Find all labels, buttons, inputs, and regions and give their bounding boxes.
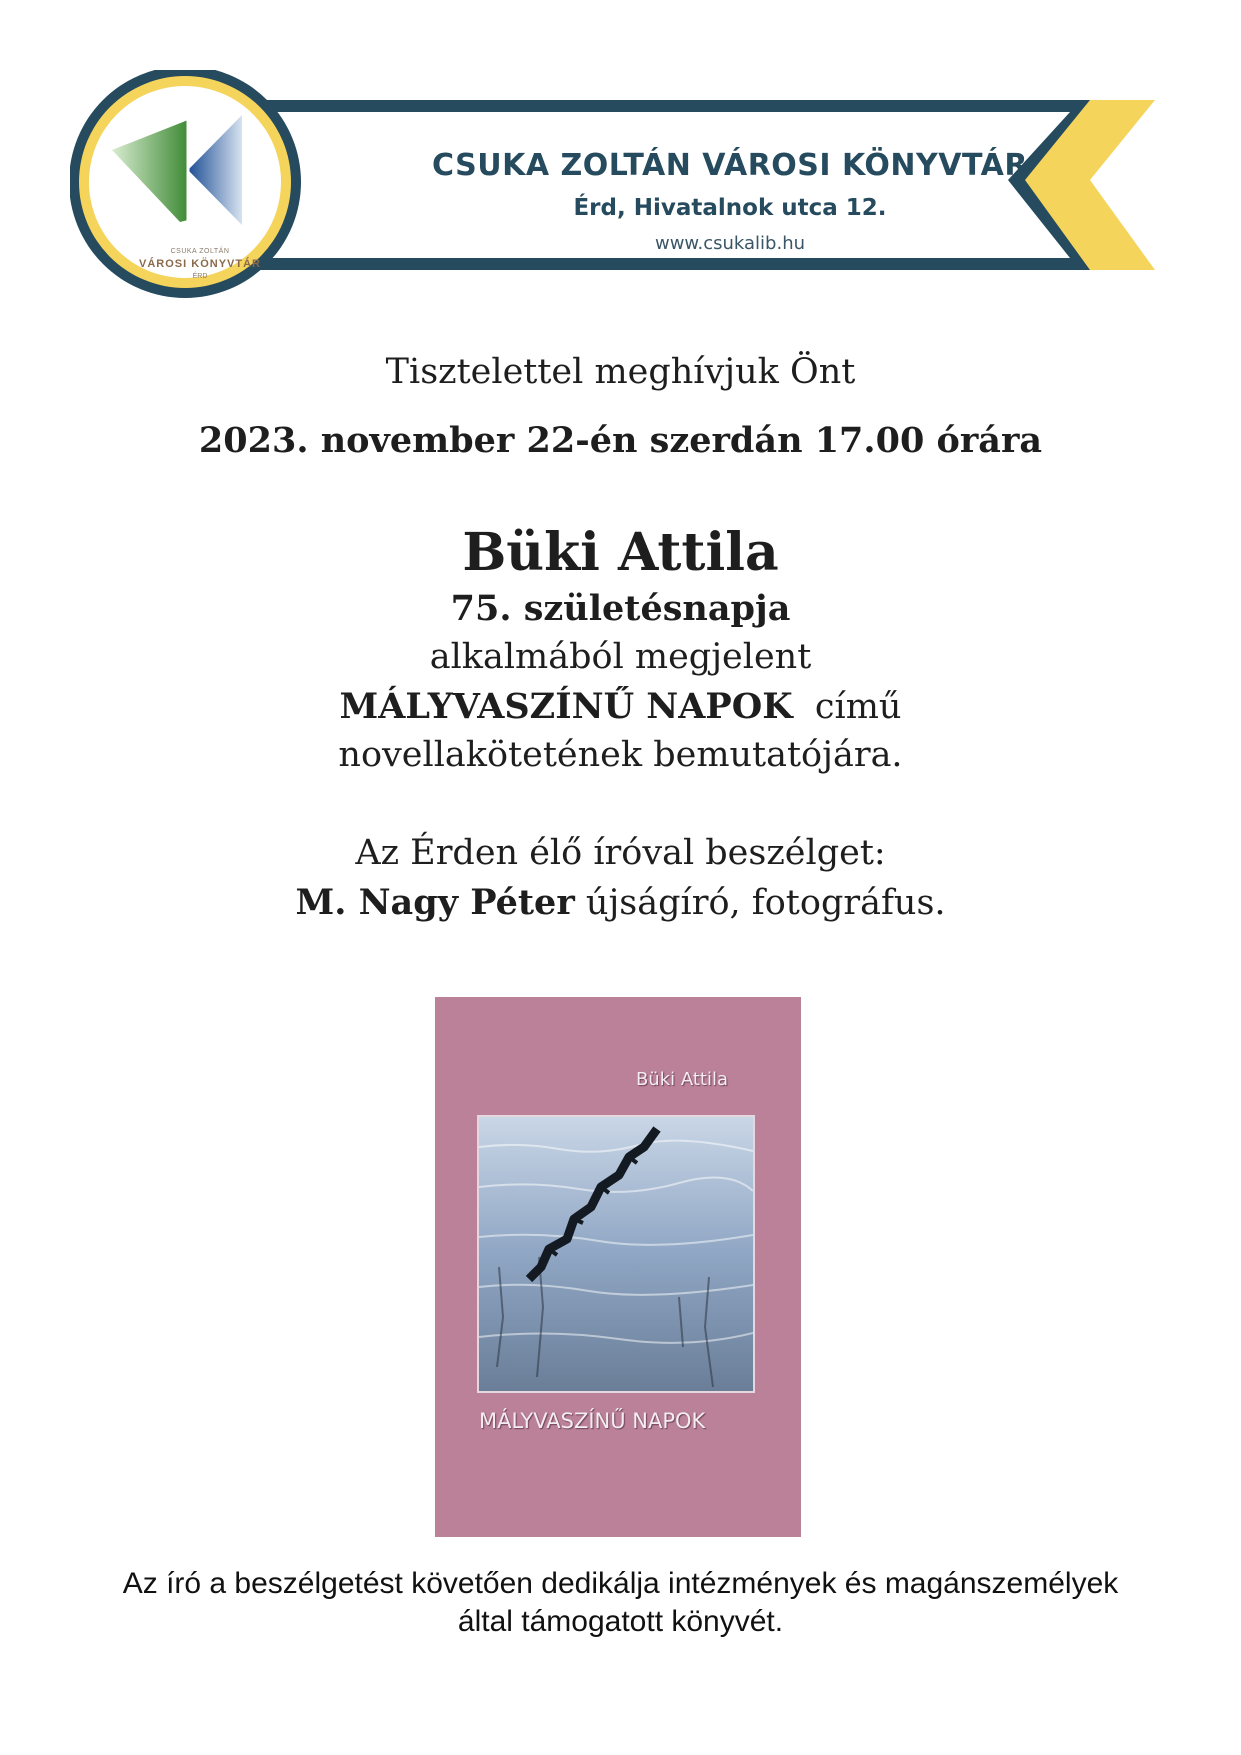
- occasion: 75. születésnapja: [450, 588, 791, 629]
- logo-caption-line3: ÉRD: [192, 273, 208, 280]
- cover-author: Büki Attila: [635, 1069, 728, 1090]
- footer-line2: által támogatott könyvét.: [457, 1605, 784, 1638]
- book-title-suffix: című: [814, 687, 902, 727]
- library-website[interactable]: www.csukalib.hu: [654, 233, 806, 254]
- book-title: MÁLYVASZÍNŰ NAPOK: [339, 686, 793, 727]
- presentation-text: novellakötetének bemutatójára.: [338, 735, 903, 775]
- cover-title: MÁLYVASZÍNŰ NAPOK: [479, 1409, 706, 1433]
- logo-caption-line1: CSUKA ZOLTÁN: [170, 248, 230, 255]
- footer-line1: Az író a beszélgetést követően dedikálja intézmények és magánszemélyek: [122, 1567, 1119, 1600]
- water-reflection-image: [479, 1117, 753, 1391]
- library-address: Érd, Hivatalnok utca 12.: [573, 195, 887, 221]
- invitation-intro: Tisztelettel meghívjuk Önt: [385, 352, 856, 392]
- host-line: [0, 882, 1241, 923]
- logo-caption-line2: VÁROSI KÖNYVTÁR: [139, 258, 261, 270]
- book-title-line: [0, 686, 1241, 727]
- occasion-continued: alkalmából megjelent: [429, 637, 812, 677]
- talk-intro: Az Érden élő íróval beszélget:: [355, 833, 886, 873]
- cover-photo: [477, 1115, 755, 1393]
- library-name: CSUKA ZOLTÁN VÁROSI KÖNYVTÁR: [432, 148, 1028, 183]
- host-name: M. Nagy Péter: [295, 882, 575, 923]
- logo-caption: [70, 70, 330, 330]
- host-role: újságíró, fotográfus.: [585, 883, 946, 923]
- event-datetime: 2023. november 22-én szerdán 17.00 órára: [198, 420, 1043, 461]
- author-name: Büki Attila: [462, 522, 779, 583]
- book-cover: [435, 997, 801, 1537]
